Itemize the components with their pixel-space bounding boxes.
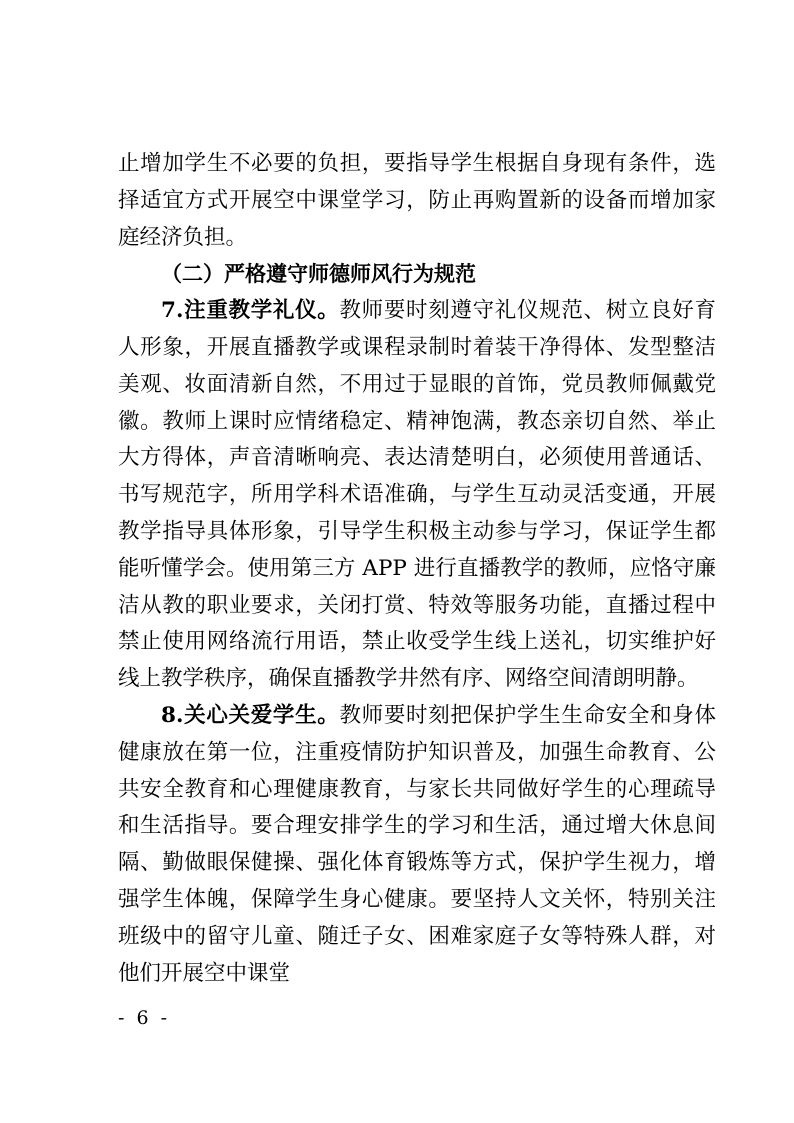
paragraph-text: 止增加学生不必要的负担，要指导学生根据自身现有条件，选择适宜方式开展空中课堂学习，防止再购置新的设备而增加家庭经济负担。 [118,151,716,250]
paragraph-text: 教师要时刻把保护学生生命安全和身体健康放在第一位，注重疫情防护知识普及，加强生命教育、公共安全教育和心理健康教育，与家长共同做好学生的心理疏导和生活指导。要合理安排学生的学习和生活，通过增大休息间隔、勤做眼保健操、强化体育锻炼等方式，保护学生视力，增强学生体魄，保障学生身心健康。要坚持人文关怀，特别关注班级中的留守儿童、随迁子女、困难家庭子女等特殊人群，对他们开展空中课堂 [118,702,716,986]
paragraph-text: 教师要时刻遵守礼仪规范、树立良好育人形象，开展直播教学或课程录制时着装干净得体、发型整洁美观、妆面清新自然，不用过于显眼的首饰，党员教师佩戴党徽。教师上课时应情绪稳定、精神饱满，教态亲切自然、举止大方得体，声音清晰响亮、表达清楚明白，必须使用普通话、书写规范字，所用学科术语准确，与学生互动灵活变通，开展教学指导具体形象，引导学生积极主动参与学习，保证学生都能听懂学会。使用第三方 APP 进行直播教学的教师，应恪守廉洁从教的职业要求，关闭打赏、特效等服务功能，直播过程中禁止使用网络流行用语，禁止收受学生线上送礼，切实维护好线上教学秩序，确保直播教学井然有序、网络空间清朗明静。 [118,298,716,692]
section-heading-text: （二）严格遵守师德师风行为规范 [161,261,476,287]
paragraph-teaching-etiquette [118,293,716,698]
paragraph-lead-title: 7.注重教学礼仪。 [161,298,340,324]
body-text [118,146,716,992]
paragraph-care-for-students [118,698,716,992]
section-heading [118,256,716,293]
paragraph-continuation [118,146,716,256]
paragraph-lead-title: 8.关心关爱学生。 [161,702,340,728]
page-number: - 6 - [118,1007,171,1029]
